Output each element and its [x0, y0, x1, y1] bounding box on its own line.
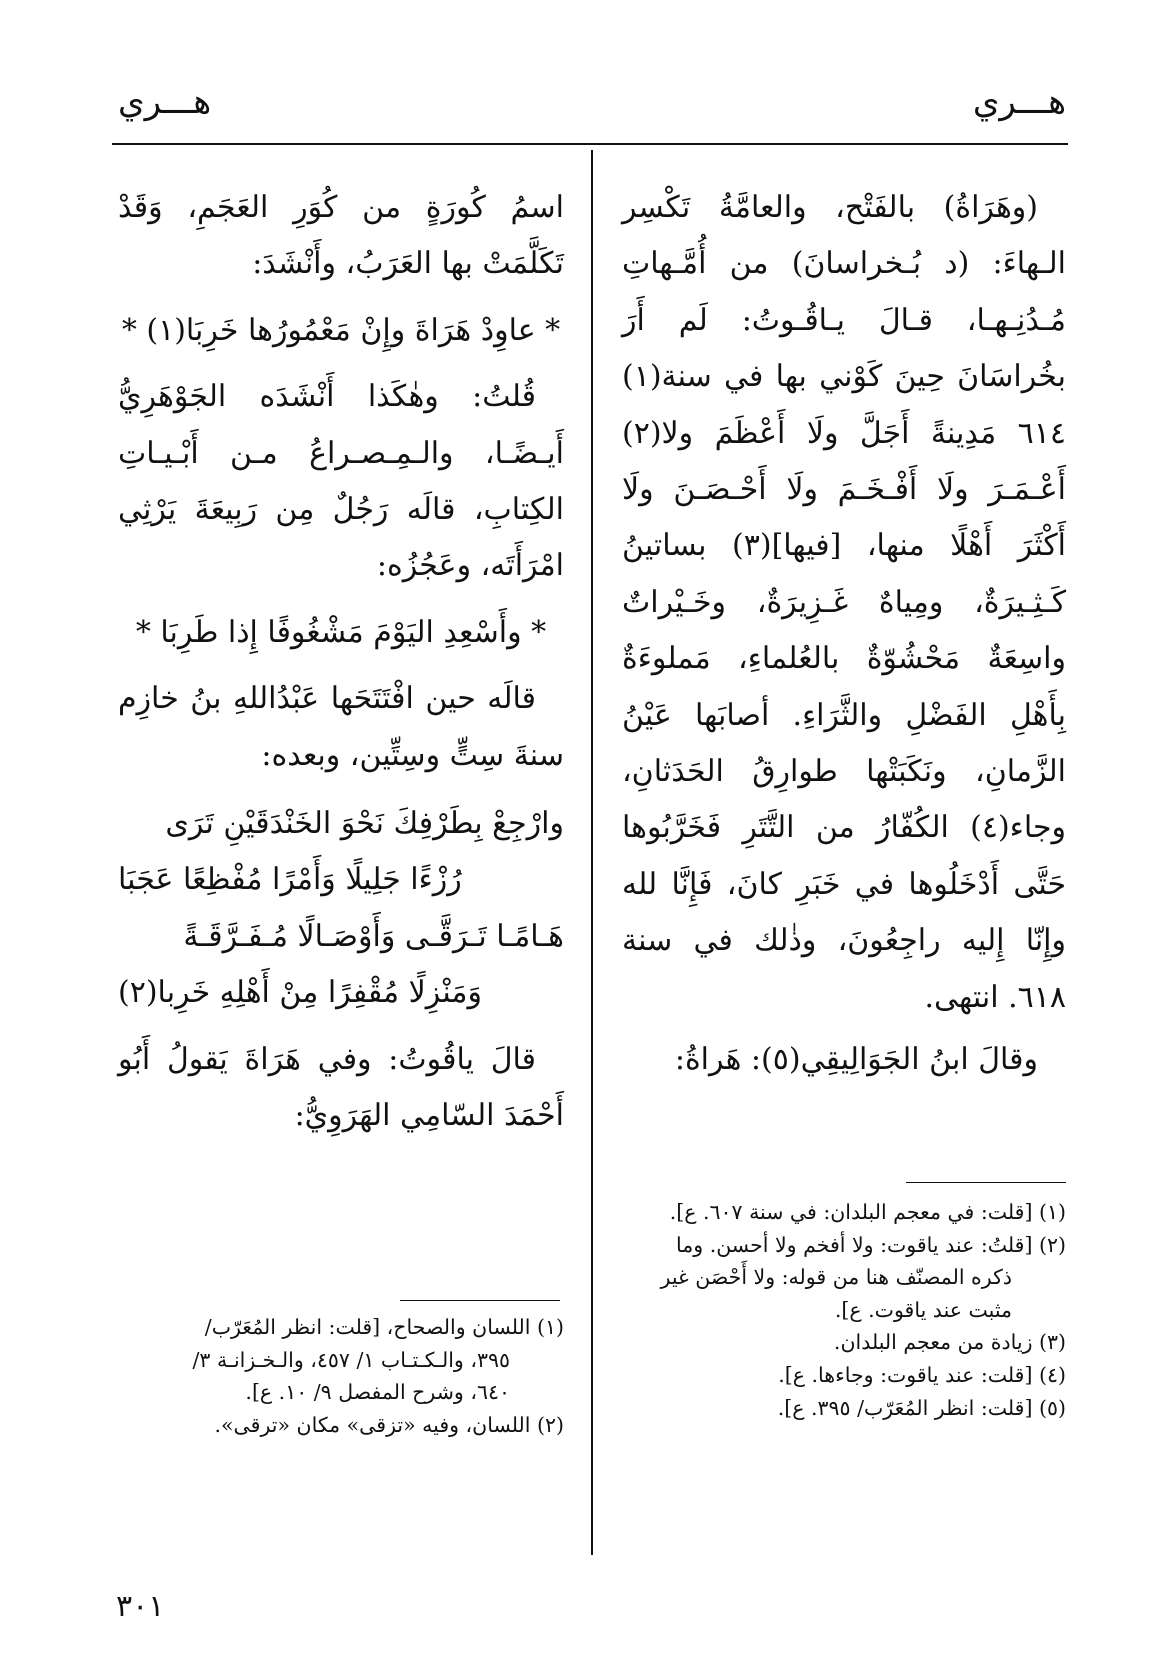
footnote-left-1-cont-a: ٣٩٥، والـكـتـاب ١/ ٤٥٧، والـخـزانـة ٣/	[192, 1347, 510, 1372]
right-paragraph-2: وقالَ ابنُ الجَوَالِيقِي(٥): هَراةُ:	[674, 1042, 1038, 1078]
footnote-right-2-cont-b: مثبت عند ياقوت. ع].	[834, 1297, 1012, 1322]
footnote-rule-left	[400, 1300, 560, 1301]
footnote-left-2: (٢) اللسان، وفيه «تزقى» مكان «ترقى».	[214, 1412, 564, 1437]
footnote-right-3: (٣) زيادة من معجم البلدان.	[833, 1330, 1066, 1355]
footnote-rule-right	[906, 1182, 1066, 1183]
footnote-right-4: (٤) [قلت: عند ياقوت: وجاءها. ع].	[778, 1362, 1066, 1387]
footnote-left-1-cont-b: ٦٤٠، وشرح المفصل ٩/ ١٠. ع].	[245, 1380, 510, 1405]
footnote-right-5: (٥) [قلت: انظر المُعَرّب/ ٣٩٥. ع].	[777, 1395, 1066, 1420]
verse-1: * عاوِدْ هَرَاةَ وإِنْ مَعْمُورُها خَرِبَا(١) *	[121, 312, 561, 348]
footnote-right-2-cont-a: ذكره المصنّف هنا من قوله: ولا أَحْصَن غير	[660, 1265, 1012, 1290]
poem-block	[118, 796, 564, 1022]
poem-line-1: وارْجِعْ بِطَرْفِكَ نَحْوَ الخَنْدَقَيْنِ تَرَى	[165, 806, 564, 842]
column-divider	[591, 150, 593, 1555]
left-footnotes	[118, 1311, 564, 1441]
poem-line-2: رُزْءًا جَلِيلًا وَأَمْرًا مُفْظِعًا عَجَبَا	[118, 862, 462, 898]
running-header-right: هـــري	[972, 82, 1066, 122]
verse-2: * وأَسْعِدِ اليَوْمَ مَشْغُوفًا إِذا طَرِبَا *	[135, 614, 547, 650]
left-column	[118, 180, 564, 1145]
left-paragraph-3: قالَه حين افْتَتَحَها عَبْدُاللهِ بنُ خازِم سنةَ سِتٍّ وسِتِّين، وبعده:	[118, 681, 564, 773]
left-paragraph-2: قُلتُ: وهٰكَذا أَنْشَدَه الجَوْهَرِيُّ أَيـضًـا، والـمِـصـراعُ مـن أَبْـيـاتِ الكِتابِ، قالَه رَجُلٌ مِن رَبِيعَةَ يَرْثِي امْرَأَتَه، وعَجُزُه:	[118, 379, 564, 584]
page-number: ٣٠١	[116, 1589, 165, 1624]
footnote-left-1: (١) اللسان والصحاح، [قلت: انظر المُعَرّب/	[204, 1315, 564, 1339]
header-rule	[112, 143, 1068, 145]
footnote-right-1: (١) [قلت: في معجم البلدان: في سنة ٦٠٧. ع].	[669, 1200, 1066, 1224]
left-paragraph-1: اسمُ كُورَةٍ من كُوَرِ العَجَمِ، وَقَدْ تَكَلَّمَتْ بها العَرَبُ، وأَنْشَدَ:	[118, 190, 564, 282]
poem-line-4: وَمَنْزِلًا مُقْفِرًا مِنْ أَهْلِهِ خَرِبا(٢)	[118, 975, 482, 1011]
right-footnotes	[622, 1196, 1066, 1424]
right-column	[622, 180, 1066, 1089]
running-header-left: هـــري	[118, 82, 212, 122]
poem-line-3: هَـامًـا تَـرَقَّـى وَأَوْصَـالًا مُـفَـرَّقَـةً	[183, 918, 564, 954]
footnote-right-2: (٢) [قلتُ: عند ياقوت: ولا أفخم ولا أحسن. وما	[676, 1232, 1066, 1257]
right-paragraph-1: (وهَرَاةُ) بالفَتْح، والعامَّةُ تَكْسِر الـهاءَ: (د بُـخراسانَ) من أُمَّـهاتِ مُـدُنِـهـا، قـالَ يـاقُـوتُ: لَم أَرَ بخُراسَانَ حِينَ كَوْني بها في سنة(١) ٦١٤ مَدِينةً أَجَلَّ ولَا أَعْظَمَ ولا(٢) أَعْـمَـرَ ولَا أَفْـخَـمَ ولَا أَحْـصَـنَ ولَا أَكْثَرَ أَهْلًا منها، [فيها](٣) بساتينُ كَـثِـيرَةٌ، ومِياهٌ غَـزِيرَةٌ، وخَـيْراتٌ واسِعَةٌ مَحْشُوّةٌ بالعُلماءِ، مَملوءَةٌ بِأَهْلِ الفَضْلِ والثَّرَاءِ. أصابَها عَيْنُ الزَّمانِ، ونَكَبَتْها طوارِقُ الحَدَثانِ، وجاء(٤) الكُفّارُ من التَّتَرِ فَخَرَّبُوها حَتَّى أَدْخَلُوها في خَبَرِ كانَ، فَإِنَّا لله وإِنّا إِليه راجِعُونَ، وذٰلك في سنة ٦١٨. انتهى.	[622, 190, 1066, 1015]
left-paragraph-4: قالَ ياقُوتُ: وفي هَرَاةَ يَقولُ أَبُو أَحْمَدَ السّامِي الهَرَوِيُّ:	[118, 1041, 564, 1134]
